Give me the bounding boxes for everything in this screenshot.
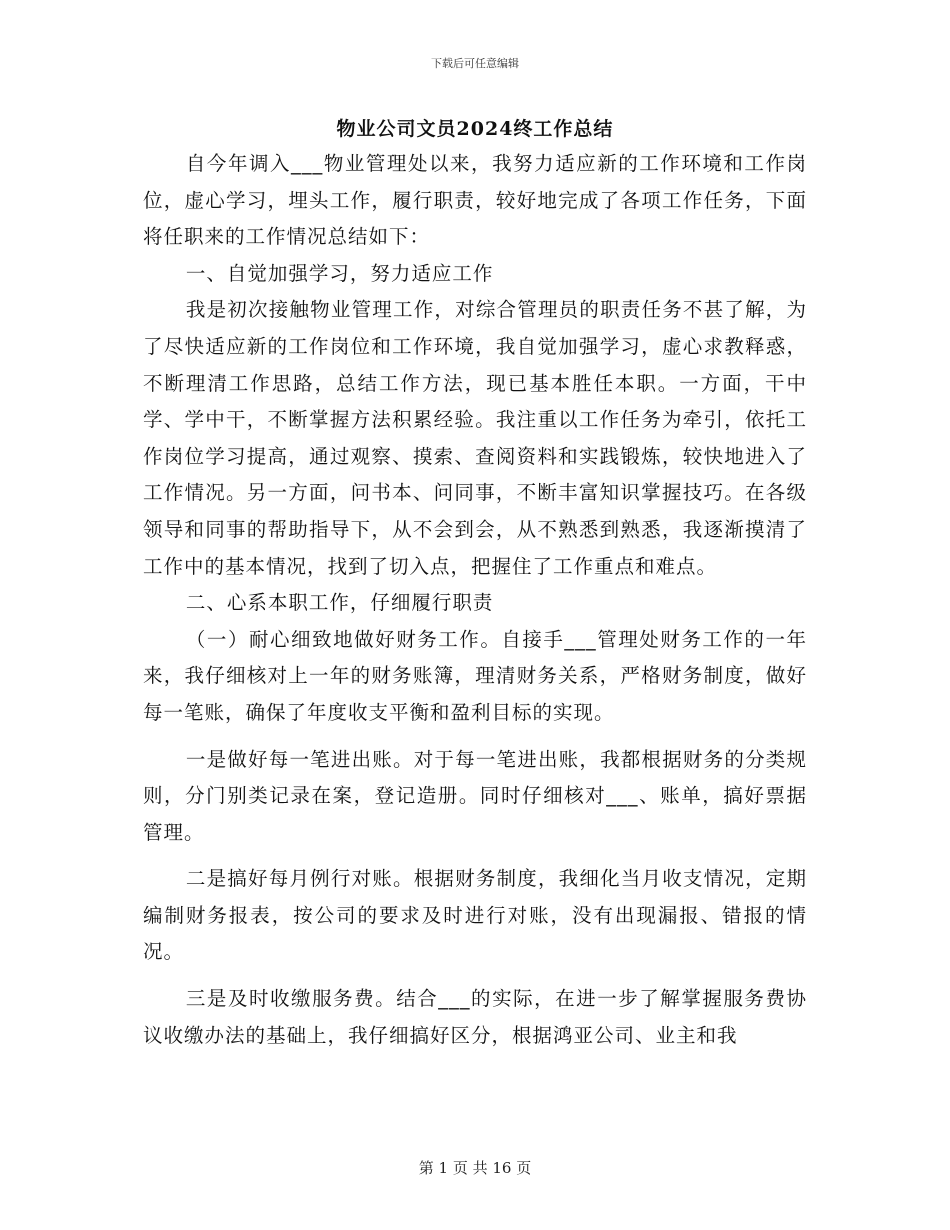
paragraph-point-2: 二是搞好每月例行对账。根据财务制度，我细化当月收支情况，定期编制财务报表，按公司的要求及时进行对账，没有出现漏报、错报的情况。 <box>143 867 807 964</box>
document-title: 物业公司文员2024终工作总结 <box>336 118 614 140</box>
section-heading-1: 一、自觉加强学习，努力适应工作 <box>185 261 494 285</box>
paragraph-finance: （一）耐心细致地做好财务工作。自接手___管理处财务工作的一年来，我仔细核对上一年的财务账簿，理清财务关系，严格财务制度，做好每一笔账，确保了年度收支平衡和盈利目标的实现。 <box>143 627 807 724</box>
page-number: 第 1 页 共 16 页 <box>418 1159 532 1177</box>
header-note: 下载后可任意编辑 <box>431 57 519 70</box>
paragraph-point-3: 三是及时收缴服务费。结合___的实际，在进一步了解掌握服务费协议收缴办法的基础上，我仔细搞好区分，根据鸿亚公司、业主和我 <box>143 987 807 1047</box>
paragraph-section-1: 我是初次接触物业管理工作，对综合管理员的职责任务不甚了解，为了尽快适应新的工作岗位和工作环境，我自觉加强学习，虚心求教释惑，不断理清工作思路，总结工作方法，现已基本胜任本职。一方面，干中学、学中干，不断掌握方法积累经验。我注重以工作任务为牵引，依托工作岗位学习提高，通过观察、摸索、查阅资料和实践锻炼，较快地进入了工作情况。另一方面，问书本、问同事，不断丰富知识掌握技巧。在各级领导和同事的帮助指导下，从不会到会，从不熟悉到熟悉，我逐渐摸清了工作中的基本情况，找到了切入点，把握住了工作重点和难点。 <box>143 298 807 578</box>
document-body <box>143 146 807 1054</box>
paragraph-point-1: 一是做好每一笔进出账。对于每一笔进出账，我都根据财务的分类规则，分门别类记录在案，登记造册。同时仔细核对___、账单，搞好票据管理。 <box>143 747 807 844</box>
paragraph-intro: 自今年调入___物业管理处以来，我努力适应新的工作环境和工作岗位，虚心学习，埋头工作，履行职责，较好地完成了各项工作任务，下面将任职来的工作情况总结如下： <box>143 152 807 249</box>
section-heading-2: 二、心系本职工作，仔细履行职责 <box>185 591 494 615</box>
